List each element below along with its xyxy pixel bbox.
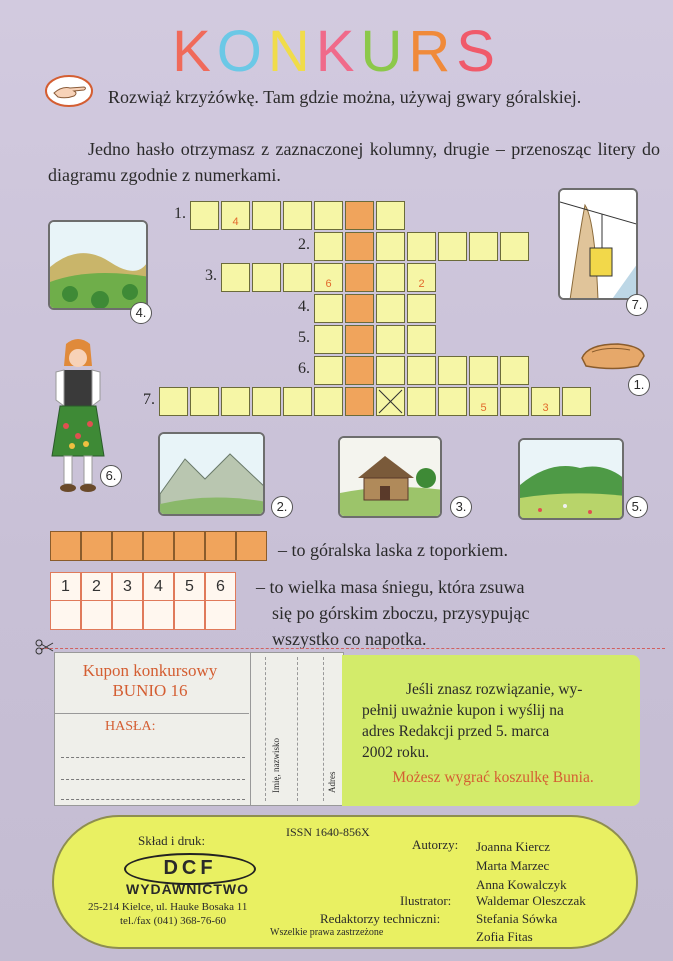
crossword-cell[interactable] — [283, 387, 312, 416]
answer-2-letter-cell[interactable] — [81, 600, 112, 630]
crossword-cell[interactable] — [314, 232, 343, 261]
crossword-row-label-7: 7. — [143, 391, 155, 408]
crossword-cell[interactable] — [314, 356, 343, 385]
crossword-row-label-6: 6. — [298, 360, 310, 377]
crossword-cell[interactable] — [283, 201, 312, 230]
answer-2-number-cell: 5 — [174, 572, 205, 602]
crossword-cell[interactable] — [376, 356, 405, 385]
picture-badge-2: 2. — [271, 496, 293, 518]
crossword-cell[interactable] — [345, 387, 374, 416]
picture-hut — [338, 436, 442, 518]
author-2: Marta Marzec — [476, 858, 550, 873]
crossword-cell[interactable] — [438, 387, 467, 416]
rights-notice: Wszelkie prawa zastrzeżone — [270, 927, 384, 938]
crossword-cell[interactable] — [531, 387, 560, 416]
answer-2-letter-cell[interactable] — [174, 600, 205, 630]
answer-2-number-cell: 6 — [205, 572, 236, 602]
crossword-cell[interactable] — [376, 201, 405, 230]
crossword-cell[interactable] — [252, 387, 281, 416]
crossword-cell[interactable] — [376, 263, 405, 292]
title-letter-4: K — [315, 19, 361, 84]
crossword-cell[interactable] — [376, 232, 405, 261]
crossword-cell-number: 5 — [480, 402, 487, 414]
publisher-logo-subtitle: WYDAWNICTWO — [126, 881, 249, 897]
crossword-cell[interactable] — [562, 387, 591, 416]
crossword-cell-number: 2 — [418, 278, 425, 290]
answer-2-description-line-2: się po górskim zboczu, przysypując — [272, 603, 530, 623]
contest-info-line-2: pełnij uważnie kupon i wyślij na — [362, 702, 564, 719]
answer-1-cell[interactable] — [174, 531, 205, 561]
answer-2-number-cell: 1 — [50, 572, 81, 602]
crossword-cell[interactable] — [345, 201, 374, 230]
contest-info-line-3: adres Redakcji przed 5. marca — [362, 723, 550, 740]
coupon-address-label: Adres — [327, 771, 337, 793]
picture-badge-6: 6. — [100, 465, 122, 487]
answer-2-letter-cell[interactable] — [205, 600, 236, 630]
coupon-answer-line-2[interactable] — [61, 779, 245, 780]
publisher-logo: DCF — [124, 853, 256, 885]
coupon-answer-line-1[interactable] — [61, 757, 245, 758]
editor-1: Stefania Sówka — [476, 911, 558, 926]
crossword-cell[interactable] — [469, 356, 498, 385]
answer-2-description-line-1: – to wielka masa śniegu, która zsuwa — [256, 577, 525, 597]
editor-2: Zofia Fitas — [476, 929, 533, 944]
answer-1-cell[interactable] — [112, 531, 143, 561]
answer-2-letter-cell[interactable] — [143, 600, 174, 630]
publisher-address: 25-214 Kielce, ul. Hauke Bosaka 11 — [88, 901, 248, 913]
crossword-cell[interactable] — [376, 325, 405, 354]
answer-numbered-diagram-blank-row[interactable] — [50, 600, 236, 630]
instruction-paragraph-2: Jedno hasło otrzymasz z zaznaczonej kolumny, drugie – przenosząc litery do diagramu zgodnie z numerkami. — [48, 139, 660, 185]
crossword-cell[interactable] — [438, 356, 467, 385]
scissors-icon — [34, 638, 54, 656]
crossword-cell[interactable] — [376, 294, 405, 323]
crossword-cell-number: 3 — [542, 402, 549, 414]
crossword-cell[interactable] — [221, 387, 250, 416]
answer-2-description-line-3: wszystko co napotka. — [272, 629, 427, 649]
picture-cable-car — [558, 188, 638, 300]
picture-mountains — [158, 432, 265, 516]
crossword-cell[interactable] — [407, 325, 436, 354]
crossword-cell[interactable] — [252, 263, 281, 292]
crossword-cell[interactable] — [469, 387, 498, 416]
answer-2-number-cell: 2 — [81, 572, 112, 602]
crossword-row-label-5: 5. — [298, 329, 310, 346]
issn: ISSN 1640-856X — [286, 825, 370, 839]
crossword-cell[interactable] — [407, 263, 436, 292]
imprint-print-label: Skład i druk: — [138, 833, 206, 848]
authors-label: Autorzy: — [412, 837, 459, 852]
contest-info-box — [342, 655, 640, 806]
crossword-cell[interactable] — [407, 356, 436, 385]
answer-key-column-diagram[interactable] — [50, 531, 267, 561]
editors-label: Redaktorzy techniczni: — [320, 911, 441, 926]
answer-2-letter-cell[interactable] — [50, 600, 81, 630]
crossword-cell[interactable] — [345, 232, 374, 261]
page-title — [0, 18, 673, 88]
cheese-icon — [578, 338, 648, 372]
crossword-cell[interactable] — [345, 263, 374, 292]
picture-hills — [48, 220, 148, 310]
crossword-cell[interactable] — [314, 263, 343, 292]
title-letter-7: S — [456, 19, 501, 84]
picture-badge-7: 7. — [626, 294, 648, 316]
illustrator: Waldemar Oleszczak — [476, 893, 586, 908]
crossword-cell[interactable] — [376, 387, 405, 416]
crossword-cell[interactable] — [221, 263, 250, 292]
coupon-contact-section[interactable] — [250, 653, 343, 805]
crossword-cell[interactable] — [314, 325, 343, 354]
picture-badge-5: 5. — [626, 496, 648, 518]
crossword-cell[interactable] — [407, 294, 436, 323]
imprint-footer — [52, 815, 638, 949]
crossword-cell[interactable] — [345, 294, 374, 323]
author-3: Anna Kowalczyk — [476, 877, 567, 892]
contest-info-line-4: 2002 roku. — [362, 744, 430, 761]
title-letter-6: R — [408, 19, 457, 84]
contest-prize: Możesz wygrać koszulkę Bunia. — [392, 769, 594, 786]
coupon-answers-label: HASŁA: — [105, 719, 156, 734]
crossword-cell[interactable] — [314, 294, 343, 323]
crossword-cell[interactable] — [407, 232, 436, 261]
crossword-cell-number: 4 — [232, 216, 239, 228]
crossword-cell[interactable] — [283, 263, 312, 292]
cut-line — [40, 648, 665, 649]
crossword-cell[interactable] — [345, 325, 374, 354]
answer-1-cell[interactable] — [143, 531, 174, 561]
answer-2-letter-cell[interactable] — [112, 600, 143, 630]
picture-meadow — [518, 438, 624, 520]
picture-badge-4: 4. — [130, 302, 152, 324]
crossword-cell[interactable] — [314, 201, 343, 230]
publisher-phone: tel./fax (041) 368-76-60 — [120, 915, 226, 927]
picture-badge-1: 1. — [628, 374, 650, 396]
crossword-cell[interactable] — [469, 232, 498, 261]
crossword-cell[interactable] — [500, 387, 529, 416]
crossword-cell[interactable] — [159, 387, 188, 416]
answer-1-cell[interactable] — [205, 531, 236, 561]
crossword-cell[interactable] — [221, 201, 250, 230]
crossword-row-label-2: 2. — [298, 236, 310, 253]
answer-1-cell[interactable] — [50, 531, 81, 561]
illustrator-label: Ilustrator: — [400, 893, 452, 908]
author-1: Joanna Kiercz — [476, 839, 550, 854]
crossword-cell[interactable] — [314, 387, 343, 416]
title-letter-3: N — [267, 19, 316, 84]
coupon-answer-line-3[interactable] — [61, 799, 245, 800]
cross-mark-icon — [377, 388, 404, 415]
crossword-cell[interactable] — [500, 356, 529, 385]
crossword-row-label-4: 4. — [298, 298, 310, 315]
answer-1-cell[interactable] — [236, 531, 267, 561]
coupon-issue: BUNIO 16 — [112, 681, 188, 700]
picture-badge-3: 3. — [450, 496, 472, 518]
crossword-cell[interactable] — [500, 232, 529, 261]
crossword-cell[interactable] — [438, 232, 467, 261]
answer-1-description: – to góralska laska z toporkiem. — [278, 540, 508, 560]
crossword-row-label-3: 3. — [205, 267, 217, 284]
crossword-cell[interactable] — [407, 387, 436, 416]
title-letter-5: U — [360, 19, 409, 84]
title-letter-1: K — [172, 19, 217, 84]
answer-2-number-cell: 3 — [112, 572, 143, 602]
coupon-name-label: Imię, nazwisko — [271, 738, 281, 793]
crossword-cell[interactable] — [345, 356, 374, 385]
answer-2-number-cell: 4 — [143, 572, 174, 602]
coupon-title: Kupon konkursowy — [82, 661, 218, 680]
crossword-cell[interactable] — [190, 201, 219, 230]
crossword-cell[interactable] — [190, 387, 219, 416]
crossword-cell-number: 6 — [325, 278, 332, 290]
answer-numbered-diagram[interactable] — [50, 572, 236, 602]
title-letter-2: O — [216, 19, 268, 84]
contest-info-line-1: Jeśli znasz rozwiązanie, wy- — [406, 681, 583, 698]
crossword-row-label-1: 1. — [174, 205, 186, 222]
coupon — [54, 652, 344, 806]
answer-1-cell[interactable] — [81, 531, 112, 561]
crossword-cell[interactable] — [252, 201, 281, 230]
instruction-paragraph-1: Rozwiąż krzyżówkę. Tam gdzie można, używaj gwary góralskiej. — [108, 87, 582, 107]
